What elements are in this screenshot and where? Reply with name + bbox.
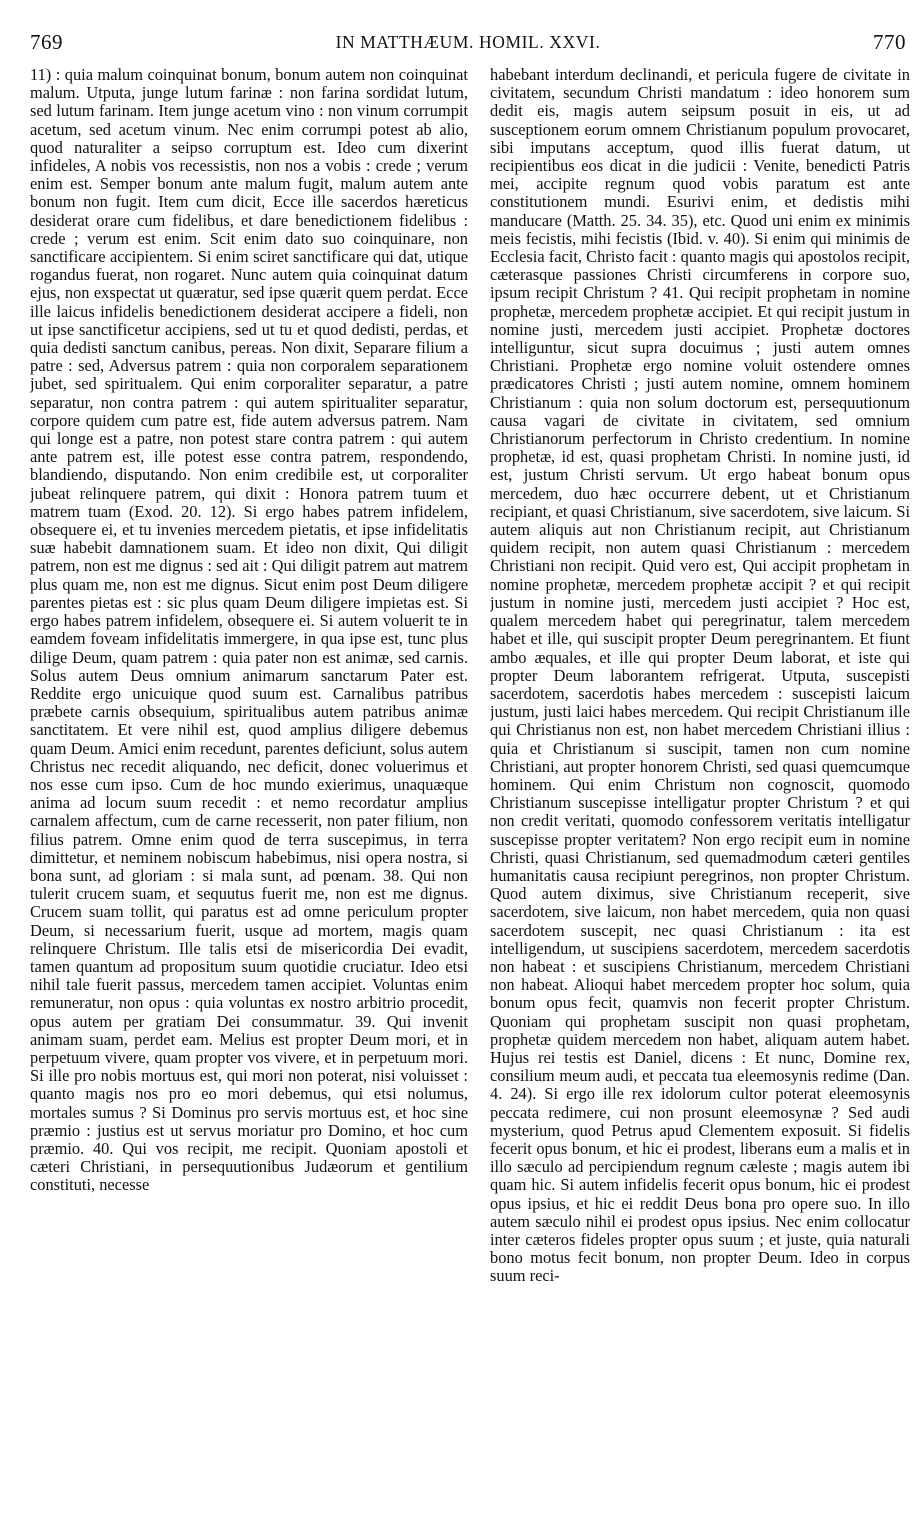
text-column-left [30,66,468,1528]
page-number-right: 770 [873,30,906,54]
column-gutter [477,66,478,1526]
column-text: 11) : quia malum coinquinat bonum, bonum autem non coinquinat malum. Utputa, junge lutum farinæ : non farina sordidat lutum, sed lutum farinam. Item junge acetum vino : non vinum corrumpit acetum, sed acetum vinum. Nec enim corrumpi potest ab alio, quod naturaliter a seipso corruptum est. Ideo cum dixerint infideles, A nobis vos recessistis, non nos a vobis : crede ; verum enim est. Semper bonum ante malum fugit, malum autem ante bonum non fugit. Item cum dicit, Ecce ille sacerdos hæreticus desiderat orare cum fidelibus, et dare benedictionem fidelibus : crede ; verum est enim. Scit enim dato suo coinquinare, non sanctificare accipientem. Si enim sciret sanctificare qui dat, utique rogandus fuerat, non rogaret. Nunc autem quia coinquinat datum ejus, non exspectat ut quæratur, sed ipse quærit quem perdat. Ecce ille laicus infidelis benedictionem desiderat accipere a fideli, non ut ipse sanctificetur accipiens, sed ut tu et quod dedisti, perdas, et quia dedisti sanctum canibus, pereas. Non dixit, Separare filium a patre : sed, Adversus patrem : quia non corporalem separationem jubet, sed spiritualem. Qui enim corporaliter separatur, a patre separatur, non contra patrem : qui autem spiritualiter separatur, corpore quidem cum patre est, fide autem adversus patrem. Nam qui longe est a patre, non potest stare contra patrem : qui autem ante patrem est, ille potest esse contra patrem, respondendo, blandiendo, disputando. Non enim credibile est, ut corporaliter jubeat relinquere patrem, qui dixit : Honora patrem tuum et matrem tuam (Exod. 20. 12). Si ergo habes patrem infidelem, obsequere ei, et tu invenies mercedem pietatis, et ipse infidelitatis suæ habebit damnationem suam. Et ideo non dixit, Qui diligit patrem, non est me dignus : sed ait : Qui diligit patrem aut matrem plus quam me, non est me dignus. Sicut enim post Deum diligere parentes pietas est : sic plus quam Deum diligere impietas est. Si ergo habes patrem infidelem, obsequere ei. Si autem voluerit te in eamdem foveam infidelitatis immergere, in qua ipse est, tunc plus dilige Deum, quam patrem : quia pater non est animæ, sed carnis. Solus autem Deus omnium animarum sanctarum Pater est. Reddite ergo unicuique quod suum est. Carnalibus patribus præbete carnis obsequium, spiritualibus autem patribus animæ sanctitatem. Et vere nihil est, quod amplius diligere debemus quam Deum. Amici enim recedunt, parentes deficiunt, solus autem Christus nec recedit aliquando, nec deficit, donec voluerimus et nos esse cum ipso. Cum de hoc mundo exierimus, unaquæque anima ad locum suum recedit : et nemo recordatur amplius carnalem affectum, cum de carne recesserit, non pater filium, non filius patrem. Omne enim quod de terra suscepimus, in terra dimittetur, et neminem nobiscum habebimus, nisi opera nostra, si bona sunt, ad gloriam : si mala sunt, ad pœnam. 38. Qui non tulerit crucem suam, et sequutus fuerit me, non est me dignus. Crucem suam tollit, qui paratus est ad omne periculum propter Deum, si necessarium fuerit, usque ad mortem, magis quam relinquere Christum. Ille talis etsi de misericordia Dei evadit, tamen quantum ad propositum suum quotidie cruciatur. Ideo etsi nihil tale fuerit passus, mercedem tamen accipiet. Voluntas enim remuneratur, non opus : quia voluntas ex nostro arbitrio procedit, opus autem per gratiam Dei consummatur. 39. Qui invenit animam suam, perdet eam. Melius est propter Deum mori, et in perpetuum vivere, quam propter vos vivere, et in perpetuum mori. Si ille pro nobis mortuus est, qui mori non poterat, nisi voluisset : quanto magis nos pro eo mori debemus, qui etsi nolumus, mortales sumus ? Si Dominus pro servis mortuus est, et hoc sine præmio : justius est ut servus moriatur pro Domino, et hoc cum præmio. 40. Qui vos recipit, me recipit. Quoniam apostoli et cæteri Christiani, in persequutionibus Judæorum et gentilium constituti, necesse [30,66,468,1195]
page-number-left: 769 [30,30,63,54]
text-column-right [490,66,910,1528]
running-head [30,30,906,60]
running-title: IN MATTHÆUM. HOMIL. XXVI. [335,32,601,52]
column-text: habebant interdum declinandi, et pericula fugere de civitate in civitatem, secundum Christi mandatum : ideo honorem sum dedit eis, magis autem seipsum posuit in eis, ut ad susceptionem eorum omnem Christianum populum provocaret, sibi imputans acceptum, quod illis fuerat datum, ut recipientibus eos dicat in die judicii : Venite, benedicti Patris mei, accipite regnum quod vobis paratum est ante constitutionem mundi. Esurivi enim, et dedistis mihi manducare (Matth. 25. 34. 35), etc. Quod uni enim ex minimis meis fecistis, mihi fecistis (Ibid. v. 40). Si enim qui minimis de Ecclesia facit, Christo facit : quanto magis qui apostolos recipit, cæterasque passiones Christi circumferens in corpore suo, ipsum recipit Christum ? 41. Qui recipit prophetam in nomine prophetæ, mercedem prophetæ accipiet. Et qui recipit justum in nomine justi, mercedem justi accipiet. Prophetæ doctores intelliguntur, sicut supra docuimus ; justi autem omnes Christiani. Prophetæ ergo nomine voluit ostendere omnes prædicatores Christi ; justi autem nomine, omnem hominem Christianum : quia non solum doctorum est, persequutionum causa vagari de civitate in civitatem, sed omnium Christianorum perfectorum in Christo credentium. In nomine prophetæ, id est, quasi prophetam Christi. In nomine justi, id est, justum Christi servum. Ut ergo habeat bonum opus mercedem, duo hæc occurrere debent, ut et Christianum recipiant, et quasi Christianum, sive sacerdotem, sive laicum. Si autem aliquis aut non Christianum recipit, aut Christianum quidem recipit, non autem quasi Christianum : mercedem Christiani non recipit. Quid vero est, Qui accipit prophetam in nomine prophetæ, mercedem prophetæ accipit ? et qui recipit justum in nomine justi, mercedem justi accipiet ? Hoc est, qualem mercedem habet qui peregrinatur, talem mercedem habet et ille, qui suscipit propter Deum peregrinantem. Et fiunt ambo æquales, et ille qui propter Deum laborat, et iste qui propter Deum laborantem refrigerat. Utputa, suscepisti sacerdotem, sacerdotis habes mercedem : suscepisti laicum justum, justi laici habes mercedem. Qui recipit Christianum ille qui Christianus non est, non habet mercedem Christiani illius : quia et Christianum si suscipit, tamen non cum nomine Christiani, aut propter honorem Christi, sed quasi quemcumque hominem. Qui enim Christum non cognoscit, quomodo Christianum suscepisse intelligatur propter Christum ? et qui non credit veritati, quomodo confessorem veritatis intelligatur suscepisse propter veritatem? Non ergo recipit eum in nomine Christi, quasi Christianum, sed quemadmodum cæteri gentiles humanitatis causa recipiunt peregrinos, non propter Christum. Quod autem diximus, sive Christianum receperit, sive sacerdotem, sive laicum, non habet mercedem, quia non quasi sacerdotem suscepit, nec quasi Christianum : ita est intelligendum, ut suscipiens sacerdotem, mercedem sacerdotis non habeat : et suscipiens Christianum, mercedem Christiani non habeat. Alioqui habet mercedem propter hoc solum, quia bonum opus fecit, quamvis non fecerit propter Christum. Quoniam qui prophetam suscipit non quasi prophetam, prophetæ quidem mercedem non habet, aliquam autem habet. Hujus rei testis est Daniel, dicens : Et nunc, Domine rex, consilium meum audi, et peccata tua eleemosynis redime (Dan. 4. 24). Si ergo ille rex idolorum cultor poterat eleemosynis peccata redimere, cui non prosunt eleemosynæ ? Sed audi mysterium, quod Petrus apud Clementem exposuit. Si fidelis fecerit opus bonum, et hic ei prodest, liberans eum a malis et in illo sæculo ad percipiendum regnum cæleste ; magis autem ibi quam hic. Si autem infidelis fecerit opus bonum, hic ei prodest opus ipsius, et hic ei reddit Deus bona pro opere suo. In illo autem sæculo nihil ei prodest opus ipsius. Nec enim collocatur inter cæteros fideles propter opus suum ; et juste, quia naturali bono motus fecit bonum, non propter Deum. Ideo in corpus suum reci- [490,66,910,1286]
